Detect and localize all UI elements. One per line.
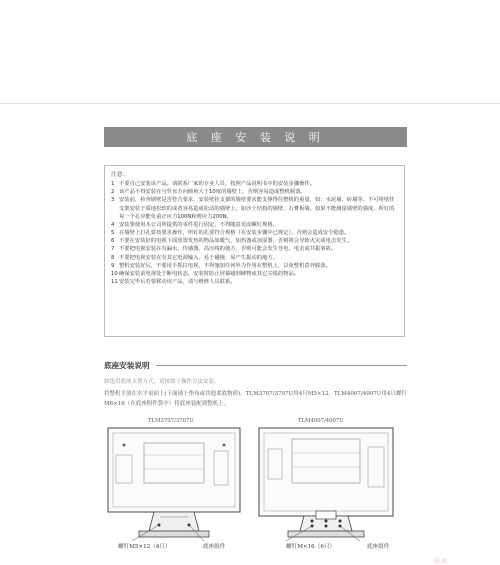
note-number: 9 xyxy=(111,262,115,269)
note-text: 不要在安装好的电视下面放置发热的物品如暖气、加热器或加湿器，否则将会导致火灾或电击发生。 xyxy=(119,238,353,245)
note-item xyxy=(111,278,398,286)
note-number: 6 xyxy=(111,238,115,245)
note-text: 不要把电视安装在有漏水、传感器、高压线的地方，否则可能会发生导电、电击或共振事故。 xyxy=(119,246,337,253)
note-text: 安装要使用本公司所提供的零件进行固定，不得随意更改螺钉规格。 xyxy=(119,221,278,228)
note-item xyxy=(111,245,398,253)
note-number: 1 xyxy=(111,181,115,188)
left-base-callout: 底座组件 xyxy=(203,544,226,550)
note-item xyxy=(111,237,398,245)
note-item xyxy=(111,188,398,196)
note-number: 2 xyxy=(111,189,115,196)
section-banner xyxy=(104,127,407,147)
note-text: 在墙壁上打孔要按要求操作，所钉的孔要符合规格（在安装步骤中已规定），否则会造成安全隐患。 xyxy=(119,230,350,237)
section-title-rule xyxy=(156,365,407,366)
notes-heading: 注意： xyxy=(111,172,129,178)
page-top-divider xyxy=(0,103,500,104)
note-text: 确保安装前电视处于断电状态，安装时防止屏幕碰到硬物或其它尖锐的物品。 xyxy=(119,270,300,277)
note-item xyxy=(111,229,398,237)
note-number: 11 xyxy=(111,279,118,286)
section-intro: 如选用底座支撑方式，请按如下操作方法安装。 xyxy=(104,379,220,385)
note-text: 安装前，检查墙壁是否符合要求，安装壁挂支架的墙壁要求能支撑得住整机的重量，如：水泥墙，砖墙等。不可将壁挂支架安装于质地松软的或者容易造成松动的墙壁上，如沙土结构的墙壁、石膏板墙。如果不能测量墙壁的强度，所钉的每一个孔应能负重正应力100N和剪应力200N。 xyxy=(119,197,395,220)
note-number: 3 xyxy=(111,197,115,204)
note-number: 4 xyxy=(111,221,115,228)
note-item xyxy=(111,180,398,188)
note-number: 5 xyxy=(111,230,115,237)
note-text: 安装完毕后若要移动该产品，请与维修人员联系。 xyxy=(119,279,236,286)
note-number: 10 xyxy=(111,270,118,277)
section-description: 将整机平放在水平桌面上(下面铺上垫布或其他柔软物质)，TLM3707/3707U用4只M5×12，TLM4007/4007U用4只螺钉M6×16（在底座附件袋中）将底座装配到整机上。 xyxy=(104,391,407,407)
notes-box xyxy=(104,165,405,337)
note-text: 不要自己安装该产品。请联系厂家的专业人员，按照产品说明书中的安装步骤操作。 xyxy=(119,181,315,188)
section-title-text: 底座安装说明 xyxy=(104,361,150,370)
left-tv-rear-diagram xyxy=(104,425,244,543)
note-item xyxy=(111,254,398,262)
section-title xyxy=(104,360,407,371)
left-model-label: TLM3707/3707U xyxy=(148,418,194,424)
note-text: 不要把电视安装在有其它电源输入、易于碰撞、易产生振动的地方。 xyxy=(119,254,278,261)
right-model-label: TLM4007/4007U xyxy=(298,418,344,424)
left-screw-callout: 螺钉M5×12（4只） xyxy=(118,544,171,550)
note-item xyxy=(111,270,398,278)
brand-logo: 長 虹 xyxy=(434,558,448,565)
note-item xyxy=(111,196,398,220)
note-text: 整机安装好后，不要用手抓拉电视，不得施加任何外力作用在整机上，以免整机意外脱落。 xyxy=(119,262,331,269)
note-number: 8 xyxy=(111,254,115,261)
right-screw-callout: 螺钉M×16（6只） xyxy=(286,544,336,550)
note-number: 7 xyxy=(111,246,115,253)
note-text: 该产品不得安装在与竖直方向倾角大于10度的墙壁上，否则容易造成整机脱落。 xyxy=(119,189,306,196)
right-base-callout: 底座组件 xyxy=(367,544,390,550)
banner-title: 底 座 安 装 说 明 xyxy=(186,131,325,144)
note-item xyxy=(111,262,398,270)
right-tv-rear-diagram xyxy=(256,425,396,543)
note-item xyxy=(111,221,398,229)
